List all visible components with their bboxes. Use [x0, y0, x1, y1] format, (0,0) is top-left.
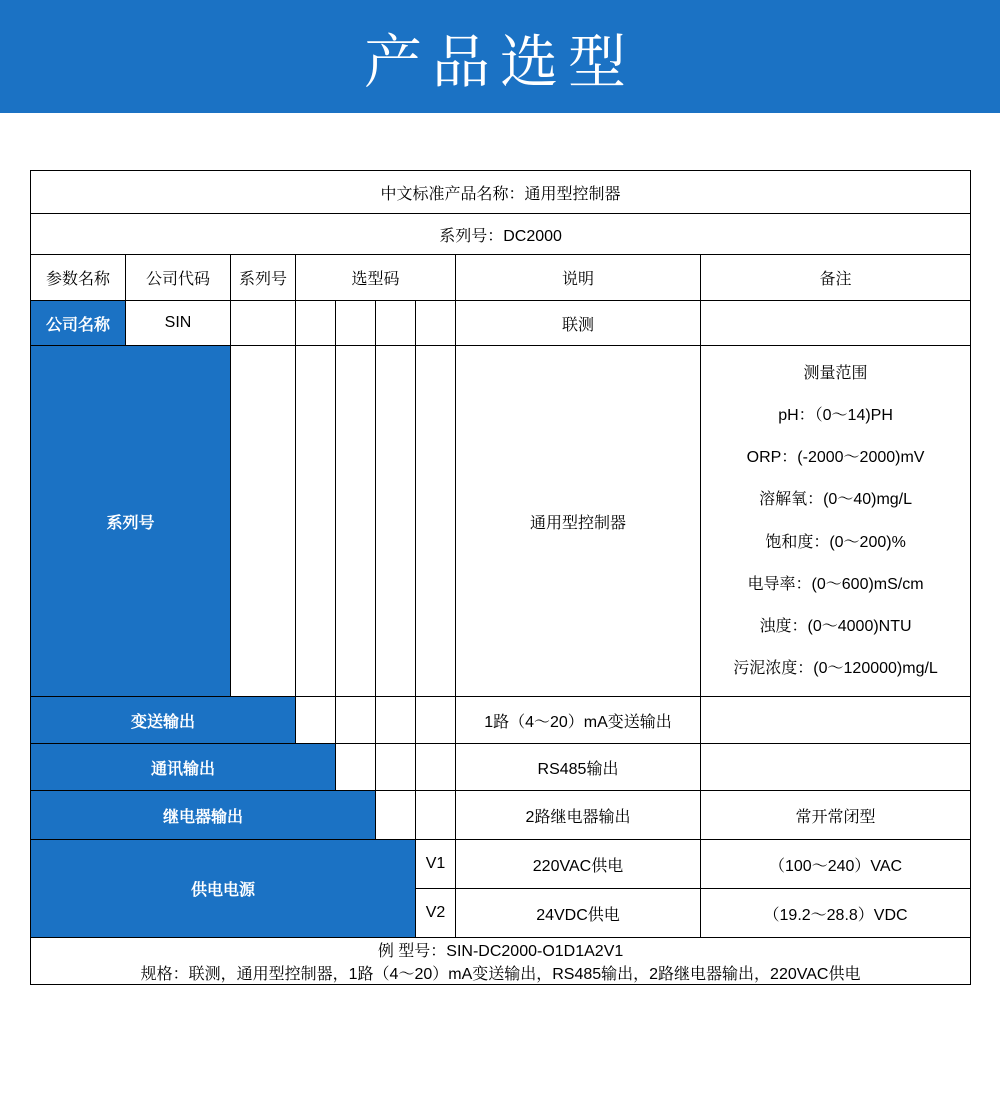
row-label-series: 系列号 [31, 346, 231, 697]
company-series-blank [231, 301, 296, 346]
example-spec-text: 规格：联测，通用型控制器，1路（4～20）mA变送输出，RS485输出，2路继电器输出，220VAC供电 [31, 961, 971, 985]
row-label-company-name: 公司名称 [31, 301, 126, 346]
table-subtitle: 系列号：DC2000 [31, 214, 971, 255]
measuring-range-item-saturation: 饱和度：(0～200)% [765, 533, 906, 551]
comm-opt4-blank [416, 744, 456, 791]
table-row-communication [31, 744, 971, 791]
series-opt3-blank [376, 346, 416, 697]
measuring-range-item-conductivity: 电导率：(0～600)mS/cm [747, 575, 924, 593]
transmit-remark [701, 697, 971, 744]
header-company-code: 公司代码 [126, 255, 231, 301]
measuring-range-item-sludge: 污泥浓度：(0～120000)mg/L [733, 660, 938, 678]
measuring-range-item-ph: pH：（0～14)PH [778, 406, 893, 424]
row-label-communication-output: 通讯输出 [31, 744, 336, 791]
relay-remark: 常开常闭型 [701, 791, 971, 840]
series-remark-cell [701, 346, 971, 697]
table-row-example-model [31, 938, 971, 962]
transmit-opt4-blank [416, 697, 456, 744]
row-label-relay-output: 继电器输出 [31, 791, 376, 840]
power-remark-v2: （19.2～28.8）VDC [701, 889, 971, 938]
transmit-opt2-blank [336, 697, 376, 744]
power-remark-v1: （100～240）VAC [701, 840, 971, 889]
company-opt1-blank [296, 301, 336, 346]
header-description: 说明 [456, 255, 701, 301]
page-title: 产品选型 [363, 29, 636, 95]
transmit-description: 1路（4～20）mA变送输出 [456, 697, 701, 744]
series-opt4-blank [416, 346, 456, 697]
power-description-v2: 24VDC供电 [456, 889, 701, 938]
header-remark: 备注 [701, 255, 971, 301]
transmit-opt1-blank [296, 697, 336, 744]
comm-description: RS485输出 [456, 744, 701, 791]
transmit-opt3-blank [376, 697, 416, 744]
table-header-row [31, 255, 971, 301]
table-title: 中文标准产品名称：通用型控制器 [31, 171, 971, 214]
table-row-company [31, 301, 971, 346]
comm-opt2-blank [336, 744, 376, 791]
header-option-code: 选型码 [296, 255, 456, 301]
measuring-range-list [701, 346, 970, 696]
measuring-range-item-do: 溶解氧：(0～40)mg/L [759, 491, 913, 509]
series-opt1-blank [296, 346, 336, 697]
power-option-code-v2: V2 [416, 889, 456, 938]
table-subtitle-row [31, 214, 971, 255]
power-option-code-v1: V1 [416, 840, 456, 889]
measuring-range-item-turbidity: 浊度：(0～4000)NTU [759, 618, 912, 636]
relay-description: 2路继电器输出 [456, 791, 701, 840]
row-label-power-supply: 供电电源 [31, 840, 416, 938]
selection-table-container [0, 113, 1000, 985]
series-code-blank [231, 346, 296, 697]
company-description: 联测 [456, 301, 701, 346]
measuring-range-title: 测量范围 [803, 364, 868, 382]
company-opt4-blank [416, 301, 456, 346]
company-remark [701, 301, 971, 346]
table-row-series [31, 346, 971, 697]
table-row-relay [31, 791, 971, 840]
series-opt2-blank [336, 346, 376, 697]
relay-opt4-blank [416, 791, 456, 840]
comm-opt3-blank [376, 744, 416, 791]
table-title-row [31, 171, 971, 214]
page-banner [0, 0, 1000, 113]
header-param-name: 参数名称 [31, 255, 126, 301]
company-opt2-blank [336, 301, 376, 346]
company-opt3-blank [376, 301, 416, 346]
row-label-transmit-output: 变送输出 [31, 697, 296, 744]
series-description: 通用型控制器 [456, 346, 701, 697]
table-row-transmit [31, 697, 971, 744]
table-row-power-v1 [31, 840, 971, 889]
header-series-code: 系列号 [231, 255, 296, 301]
company-code-value: SIN [126, 301, 231, 346]
product-selection-table [30, 170, 971, 985]
comm-remark [701, 744, 971, 791]
measuring-range-item-orp: ORP：(-2000～2000)mV [746, 449, 925, 467]
relay-opt3-blank [376, 791, 416, 840]
table-row-example-spec [31, 961, 971, 985]
power-description-v1: 220VAC供电 [456, 840, 701, 889]
example-model-text: 例 型号：SIN-DC2000-O1D1A2V1 [31, 938, 971, 962]
